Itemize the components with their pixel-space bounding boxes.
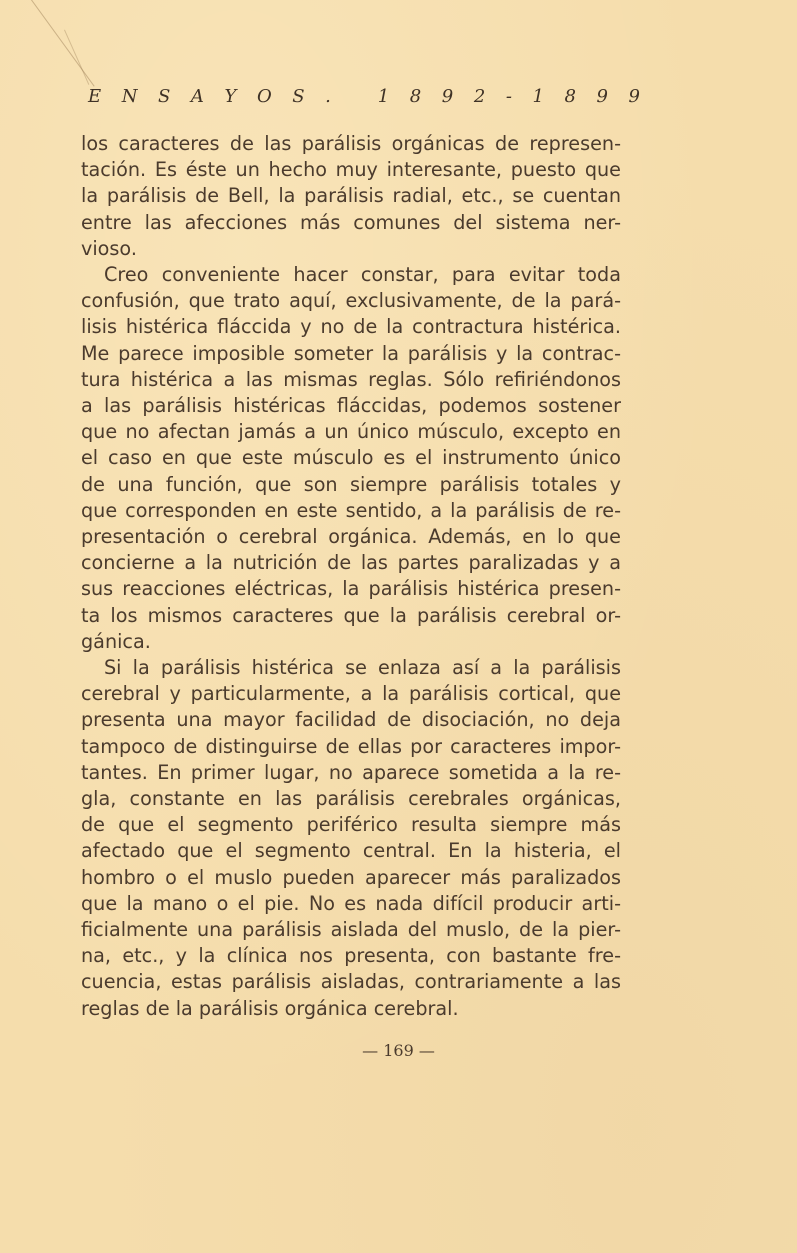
- running-head-char: N: [121, 86, 138, 107]
- running-head-char: 9: [596, 86, 608, 107]
- text-line: tantes. En primer lugar, no aparece sometida a la re-: [81, 760, 621, 784]
- text-line: tampoco de distinguirse de ellas por caracteres impor-: [81, 734, 621, 758]
- running-head-gap: [351, 86, 357, 107]
- text-line: tación. Es éste un hecho muy interesante, puesto que: [81, 158, 621, 182]
- text-line: Creo conveniente hacer constar, para evitar toda: [104, 263, 621, 286]
- text-line: presenta una mayor facilidad de disociación, no deja: [81, 708, 621, 732]
- text-line: Me parece imposible someter la parálisis y la contrac-: [81, 341, 621, 365]
- text-line: afectado que el segmento central. En la histeria, el: [81, 839, 621, 863]
- text-line: el caso en que este músculo es el instrumento único: [81, 446, 621, 470]
- text-line: la parálisis de Bell, la parálisis radial, etc., se cuentan: [81, 184, 621, 208]
- text-line: lisis histérica fláccida y no de la contractura histérica.: [81, 315, 621, 339]
- text-line: concierne a la nutrición de las partes paralizadas y a: [81, 551, 621, 575]
- text-line: vioso.: [81, 236, 137, 260]
- text-line: de una función, que son siempre parálisis totales y: [81, 472, 621, 496]
- paper-crease: [64, 30, 89, 85]
- text-line: cerebral y particularmente, a la parálisis cortical, que: [81, 682, 621, 706]
- running-head-char: S: [158, 86, 171, 107]
- running-head-char: 8: [564, 86, 576, 107]
- text-line: na, etc., y la clínica nos presenta, con bastante fre-: [81, 944, 621, 968]
- text-line: ficialmente una parálisis aislada del muslo, de la pier-: [81, 918, 621, 941]
- text-line: los caracteres de las parálisis orgánicas de represen-: [81, 132, 621, 155]
- running-head-char: E: [88, 86, 102, 107]
- text-line: confusión, que trato aquí, exclusivamente, de la pará-: [81, 289, 621, 313]
- text-line: cuencia, estas parálisis aisladas, contrariamente a las: [81, 970, 621, 994]
- running-head-char: 1: [532, 86, 544, 107]
- running-head-char: S: [292, 86, 305, 107]
- running-head-char: 9: [628, 86, 640, 107]
- running-head: [88, 86, 640, 107]
- page-number: — 169 —: [362, 1041, 435, 1060]
- text-line: presentación o cerebral orgánica. Además, en lo que: [81, 525, 621, 548]
- text-line: gla, constante en las parálisis cerebrales orgánicas,: [81, 787, 621, 810]
- running-head-char: 9: [441, 86, 454, 107]
- text-line: gánica.: [81, 629, 151, 653]
- running-head-char: 8: [409, 86, 422, 107]
- running-head-char: -: [505, 86, 512, 107]
- text-line: hombro o el muslo pueden aparecer más paralizados: [81, 865, 621, 889]
- text-line: entre las afecciones más comunes del sistema ner-: [81, 210, 621, 234]
- running-head-char: O: [256, 86, 272, 107]
- text-line: que no afectan jamás a un único músculo, excepto en: [81, 420, 621, 444]
- running-head-char: Y: [224, 86, 237, 107]
- text-line: reglas de la parálisis orgánica cerebral.: [81, 996, 459, 1020]
- running-head-char: A: [190, 86, 204, 107]
- text-line: tura histérica a las mismas reglas. Sólo refiriéndonos: [81, 367, 621, 391]
- text-line: que la mano o el pie. No es nada difícil producir arti-: [81, 891, 621, 915]
- text-line: a las parálisis histéricas fláccidas, podemos sostener: [81, 394, 621, 417]
- text-line: de que el segmento periférico resulta siempre más: [81, 813, 621, 837]
- running-head-char: .: [325, 86, 331, 107]
- text-line: Si la parálisis histérica se enlaza así a la parálisis: [104, 656, 621, 679]
- running-head-char: 1: [377, 86, 390, 107]
- text-line: ta los mismos caracteres que la parálisis cerebral or-: [81, 603, 621, 627]
- text-line: que corresponden en este sentido, a la parálisis de re-: [81, 498, 621, 522]
- text-line: sus reacciones eléctricas, la parálisis histérica presen-: [81, 577, 621, 601]
- running-head-char: 2: [473, 86, 486, 107]
